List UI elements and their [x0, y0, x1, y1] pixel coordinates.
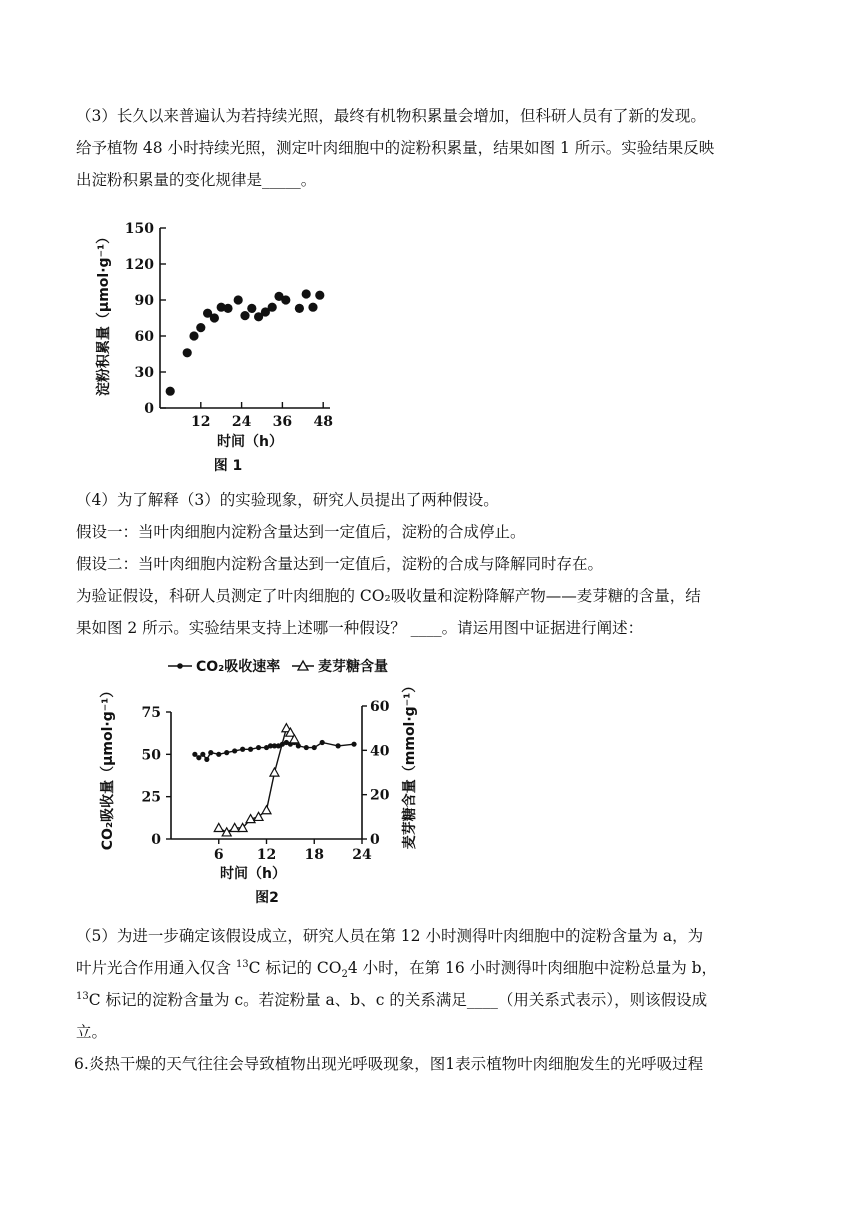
fig2-maltose-point — [270, 768, 279, 776]
fig1-point — [240, 311, 249, 320]
fig1-point — [234, 295, 243, 304]
fig2-co2-point — [256, 745, 261, 750]
q4-line-1: （4）为了解释（3）的实验现象，研究人员提出了两种假设。 — [76, 491, 499, 509]
fig2-co2-point — [296, 743, 301, 748]
fig1-point — [281, 295, 290, 304]
fig2-ytick-right-label: 60 — [370, 699, 390, 715]
q4-line-5: 果如图 2 所示。实验结果支持上述哪一种假设？ ____。请运用图中证据进行阐述： — [76, 619, 644, 637]
q5-isotope-sup-2: 13 — [76, 990, 89, 1002]
fig1-ytick-label: 120 — [124, 257, 154, 273]
fig1-point — [189, 331, 198, 340]
fig2-caption: 图2 — [255, 890, 279, 906]
q3-line-3: 出淀粉积累量的变化规律是_____。 — [76, 171, 317, 189]
fig1-ytick-label: 60 — [134, 329, 154, 345]
q5-line-2-part-c: 4 小时，在第 16 小时测得叶肉细胞中淀粉总量为 b， — [347, 959, 718, 977]
fig1-xtick-label: 48 — [313, 414, 333, 430]
q4-hypothesis-2: 假设二：当叶肉细胞内淀粉含量达到一定值后，淀粉的合成与降解同时存在。 — [76, 555, 604, 573]
q5-line-2-part-b: C 标记的 CO — [248, 959, 342, 977]
figure-1-chart — [90, 208, 350, 478]
q5-line-1: （5）为进一步确定该假设成立，研究人员在第 12 小时测得叶肉细胞中的淀粉含量为 a，为 — [76, 927, 704, 945]
fig2-co2-point — [336, 743, 341, 748]
fig2-ylabel-right: 麦芽糖含量（mmol·g⁻¹） — [402, 678, 418, 850]
fig1-ytick-label: 30 — [134, 365, 154, 381]
fig2-co2-point — [304, 745, 309, 750]
fig2-co2-point — [192, 752, 197, 757]
figure-2 — [96, 652, 426, 907]
fig2-co2-point — [208, 750, 213, 755]
fig1-point — [183, 348, 192, 357]
fig2-ytick-right-label: 0 — [370, 832, 380, 848]
fig1-xlabel: 时间（h） — [217, 434, 283, 450]
fig2-co2-point — [224, 750, 229, 755]
q5-line-4: 立。 — [76, 1023, 108, 1041]
fig2-xlabel: 时间（h） — [220, 866, 286, 882]
q3-line-1: （3）长久以来普遍认为若持续光照，最终有机物积累量会增加，但科研人员有了新的发现。 — [76, 107, 706, 125]
fig1-xtick-label: 24 — [231, 414, 252, 430]
q5-line-3-text: C 标记的淀粉含量为 c。若淀粉量 a、b、c 的关系满足____（用关系式表示），则该假设成 — [88, 991, 708, 1009]
fig2-co2-point — [240, 747, 245, 752]
q4-hypothesis-1: 假设一：当叶肉细胞内淀粉含量达到一定值后，淀粉的合成停止。 — [76, 523, 526, 541]
fig1-xtick-label: 12 — [191, 414, 211, 430]
fig2-xtick-label: 18 — [304, 847, 324, 863]
fig2-co2-point — [320, 740, 325, 745]
legend-co2-label: CO₂吸收速率 — [196, 659, 281, 675]
fig2-co2-point — [312, 745, 317, 750]
fig2-ytick-right-label: 20 — [370, 787, 390, 804]
fig1-xtick-label: 36 — [272, 414, 293, 430]
fig2-xtick-label: 12 — [256, 847, 277, 863]
q5-line-2-part-a: 叶片光合作用通入仅含 — [76, 959, 236, 977]
fig1-point — [166, 387, 175, 396]
q5-line-2 — [76, 952, 788, 984]
fig1-point — [302, 289, 311, 298]
question-6 — [74, 1048, 786, 1080]
fig2-co2-point — [351, 742, 356, 747]
q4-line-4: 为验证假设，科研人员测定了叶肉细胞的 CO₂吸收量和淀粉降解产物——麦芽糖的含量，结 — [76, 587, 701, 605]
fig2-co2-point — [196, 755, 201, 760]
fig1-point — [196, 323, 205, 332]
figure-1 — [90, 208, 350, 478]
figure-2-chart — [96, 652, 426, 907]
fig2-ytick-left-label: 75 — [141, 705, 161, 721]
q5-isotope-sup: 13 — [235, 958, 249, 970]
fig1-point — [210, 313, 219, 322]
fig2-ytick-right-label: 40 — [370, 743, 390, 760]
fig2-co2-point — [216, 752, 221, 757]
fig1-point — [223, 304, 232, 313]
fig2-xtick-label: 24 — [352, 847, 372, 863]
q6-line-1: 6.炎热干燥的天气往往会导致植物出现光呼吸现象，图1表示植物叶肉细胞发生的光呼吸过程 — [74, 1055, 704, 1073]
question-4 — [76, 484, 788, 644]
fig2-xtick-label: 6 — [213, 847, 224, 863]
fig1-point — [315, 291, 324, 300]
fig1-ylabel: 淀粉积累量（μmol·g⁻¹） — [96, 229, 112, 397]
fig2-ytick-left-label: 0 — [151, 832, 161, 848]
fig2-co2-point — [232, 748, 237, 753]
question-3 — [76, 100, 788, 196]
fig2-maltose-point — [262, 806, 271, 814]
q5-co2-sub: 2 — [341, 969, 348, 981]
fig1-point — [295, 304, 304, 313]
fig1-point — [308, 303, 317, 312]
question-5 — [76, 920, 788, 1048]
fig2-co2-point — [200, 752, 205, 757]
q5-line-3 — [76, 984, 788, 1016]
fig1-ytick-label: 90 — [134, 293, 154, 309]
fig2-legend — [168, 658, 388, 675]
q3-line-2: 给予植物 48 小时持续光照，测定叶肉细胞中的淀粉积累量，结果如图 1 所示。实验结果反映 — [76, 139, 715, 157]
fig2-co2-point — [204, 757, 209, 762]
fig2-ylabel-left: CO₂吸收量（μmol·g⁻¹） — [100, 683, 116, 851]
fig1-caption: 图 1 — [213, 458, 243, 474]
fig2-co2-point — [248, 747, 253, 752]
fig1-ytick-label: 150 — [124, 221, 154, 237]
fig2-ytick-left-label: 25 — [141, 789, 161, 806]
fig2-maltose-point — [214, 823, 223, 831]
legend-maltose-label: 麦芽糖含量 — [318, 659, 388, 675]
fig1-point — [247, 304, 256, 313]
fig2-ytick-left-label: 50 — [141, 747, 161, 764]
fig1-point — [268, 303, 277, 312]
fig1-ytick-label: 0 — [144, 401, 154, 417]
